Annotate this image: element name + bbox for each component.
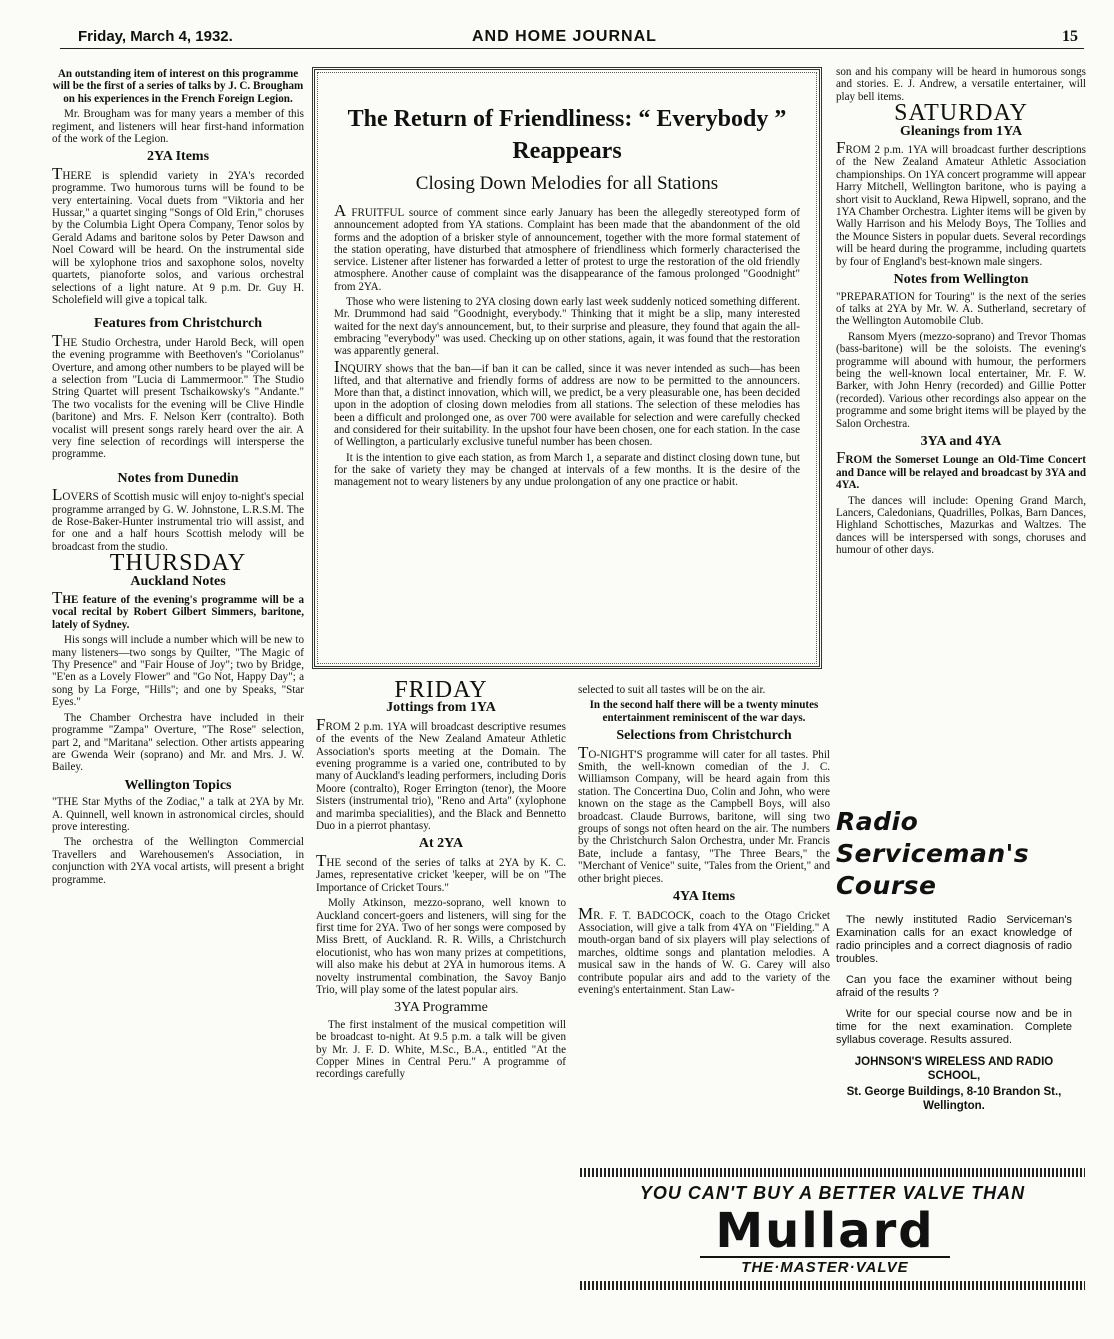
heading-christchurch: Features from Christchurch bbox=[94, 316, 262, 332]
article-auckland bbox=[52, 588, 304, 631]
feature-title: The Return of Friendliness: “ Everybody ” Reappears bbox=[347, 106, 787, 164]
column-2 bbox=[316, 677, 567, 1084]
article-auckland-3: The Chamber Orchestra have included in their programme "Zampa" Overture, "The Rose" selection, part 2, and "Maritana" selection. Other artists appearing are Gwenda Weir (soprano) and Mr. and Mrs. J. W. Bailey. bbox=[52, 711, 304, 774]
heading-wellington-topics: Wellington Topics bbox=[124, 777, 232, 793]
drop-cap: M bbox=[578, 903, 594, 923]
article-continued: selected to suit all tastes will be on the air. bbox=[578, 684, 766, 696]
article-bold-note: In the second half there will be a twenty minutes entertainment reminiscent of the war days. bbox=[589, 699, 819, 724]
heading-at-2ya: At 2YA bbox=[418, 836, 464, 852]
ad-paragraph-1: The newly instituted Radio Serviceman's Examination calls for an exact knowledge of radio principles and a correct diagnosis of radio troubles. bbox=[836, 914, 1072, 965]
heading-auckland-notes: Auckland Notes bbox=[130, 573, 226, 589]
issue-date: Friday, March 4, 1932. bbox=[78, 28, 233, 45]
article-at-2ya bbox=[316, 850, 566, 894]
column-3 bbox=[578, 684, 830, 999]
ad-paragraph-2: Can you face the examiner without being afraid of the results ? bbox=[836, 974, 1072, 999]
article-text: HE feature of the evening's programme will be a vocal recital by Robert Gilbert Simmers, baritone, lately of Sydney. bbox=[52, 594, 304, 631]
drop-cap: T bbox=[52, 163, 63, 183]
drop-cap: T bbox=[316, 850, 327, 870]
heading-gleanings: Gleanings from 1YA bbox=[899, 123, 1023, 139]
article-text: ROM the Somerset Lounge an Old-Time Concert and Dance will be relayed and broadcast by 3YA and 4YA. bbox=[836, 454, 1086, 492]
article-2ya-items bbox=[52, 163, 304, 306]
article-at-2ya-2: Molly Atkinson, mezzo-soprano, well known to Auckland concert-goers and listeners, will sing for the first time for 2YA. Two of her songs were composed by Miss Brett, of Auckland. R. R. Wills, a Christchurch elocutionist, who has won many prizes at competitions, will also make his debut at 2YA in humorous items. A novelty instrumental combination, the Savoy Banjo Trio, will play some of the latest popular airs. bbox=[316, 897, 566, 996]
page-number: 15 bbox=[1062, 28, 1078, 45]
article-notes-wellington: "PREPARATION for Touring" is the next of the series of talks at 2YA by Mr. W. A. Sutherland, secretary of the Wellington Automobile Club. bbox=[836, 290, 1086, 328]
heading-saturday: SATURDAY bbox=[894, 100, 1028, 127]
drop-cap: A bbox=[334, 201, 347, 220]
article-text: OVERS of Scottish music will enjoy to-night's special programme arranged by G. W. Johnstone, L.R.S.M. The de Rose-Baker-Hunter instrumental trio will assist, and for one and a half hours Scottish melody will be broadcast from the studio. bbox=[52, 491, 304, 553]
mullard-slogan: YOU CAN'T BUY A BETTER VALVE THAN bbox=[639, 1183, 1026, 1203]
article-continued: son and his company will be heard in humorous songs and stories. E. J. Andrew, a versatile entertainer, will play bell items. bbox=[836, 66, 1086, 103]
drop-cap: T bbox=[578, 742, 589, 762]
article-text: HE Studio Orchestra, under Harold Beck, will open the evening programme with Beethoven's "Coriolanus" Overture, and among other numbers to be played will be a selection from "Lucia di Lammermoor." The Studio String Quartet will present Tschaikowsky's "Andante." The two vocalists for the evening will be Clive Hindle (baritone) and Mrs. F. Nelson Kerr (contralto). Both vocalist will present songs rarely heard over the air. A very fine selection of recordings will intersperse the programme. bbox=[52, 336, 304, 461]
column-4 bbox=[836, 66, 1086, 560]
article-text: HE second of the series of talks at 2YA by K. C. James, representative cricket 'keeper, will be on "The Importance of Cricket Tours." bbox=[316, 856, 566, 894]
feature-body bbox=[334, 201, 800, 489]
article-text: O-NIGHT'S programme will cater for all tastes. Phil Smith, the well-known comedian of the J. C. Williamson Company, will be heard again from this station. The Concertina Duo, Colin and John, who were known on the stage as the Campbell Boys, will also broadcast. Claude Burrows, baritone, will sing two groups of songs not often heard on the air. The numbers by the Christchurch Salon Orchestra, under Mr. Francis Bate, include a fantasy, "The Three Bears," the "Merchant of Venice" suite, "Tales from the Orient," and other bright pieces. bbox=[578, 748, 830, 885]
article-wellington: "THE Star Myths of the Zodiac," a talk at 2YA by Mr. A. Quinnell, well known in astronomical circles, should prove interesting. bbox=[52, 796, 304, 833]
heading-3ya-4ya: 3YA and 4YA bbox=[920, 433, 1002, 449]
mullard-tagline: THE·MASTER·VALVE bbox=[700, 1256, 950, 1276]
article-jottings bbox=[316, 714, 567, 833]
feature-subtitle: Closing Down Melodies for all Stations bbox=[415, 173, 719, 194]
heading-jottings: Jottings from 1YA bbox=[386, 700, 496, 716]
heading-3ya: 3YA Programme bbox=[394, 1000, 488, 1016]
heading-dunedin: Notes from Dunedin bbox=[117, 470, 239, 486]
mullard-logo: Mullard bbox=[715, 1203, 935, 1259]
drop-cap: I bbox=[334, 356, 340, 376]
article-3ya-4ya bbox=[836, 448, 1086, 492]
article-text: R. F. T. BADCOCK, coach to the Otago Cricket Association, will give a talk from 4YA on "Fielding." A mouth-organ band of six players will play selections of marches, oldtime songs and plantation melodies. A musical saw in the hands of W. G. Carey will also contribute popular airs and add to the variety of the evening's entertainment. Stan Law- bbox=[578, 909, 830, 996]
drop-cap: T bbox=[52, 588, 63, 608]
ad-school-address: St. George Buildings, 8-10 Brandon St., Wellington. bbox=[846, 1086, 1062, 1112]
article-3ya-4ya-2: The dances will include: Opening Grand March, Lancers, Caledonians, Quadrilles, Polkas, Barn Dances, Highland Schottisches, Mazurkas and Waltzes. The dances will be interspersed with songs, choruses and humour of other days. bbox=[836, 494, 1086, 557]
heading-2ya-items: 2YA Items bbox=[146, 149, 210, 165]
article-auckland-2: His songs will include a number which will be new to many listeners—two songs by Quilter, "The Magic of Thy Presence" and "Fair House of Joy"; two by Bridge, "E'en as a Lovely Flower" and "Go Not, Happy Day"; a song by La Forge, "Hills"; and one by Speaks, "Star Eyes." bbox=[52, 634, 304, 709]
feature-box bbox=[312, 67, 822, 669]
heading-notes-wellington: Notes from Wellington bbox=[893, 272, 1029, 288]
feature-paragraph-3 bbox=[334, 356, 800, 449]
ad-border-bottom bbox=[580, 1281, 1085, 1290]
article-dunedin bbox=[52, 485, 304, 553]
article-text: HERE is splendid variety in 2YA's recorded programme. Two humorous turns will be found to be very entertaining. Vocal duets from "Viktoria and her Hussar," a quartet singing "Songs of Old Erin," choruses by the Columbia Light Opera Company, Tenor solos by Gerald Adams and baritone solos by Peter Dawson and Noel Coward will be heard. On the instrumental side will be xylophone trios and saxophone solos, novelty quartets, pianoforte solos, and various orchestral selections of a light nature. At 9 p.m. Dr. Guy H. Scholefield will give a topical talk. bbox=[52, 169, 304, 306]
article-gleanings bbox=[836, 138, 1086, 268]
feature-paragraph-4: It is the intention to give each station, as from March 1, a separate and distinct closing down tune, but for the sake of variety they may be changed at intervals of a few months. It is the desire of the management not to weary listeners by any undue prolongation of any one practice or habit. bbox=[334, 451, 800, 489]
intro-paragraph: An outstanding item of interest on this programme will be the first of a series of talks by J. C. Brougham on his experiences in the French Foreign Legion. bbox=[52, 68, 304, 105]
article-christchurch bbox=[52, 330, 304, 461]
article-selections bbox=[578, 742, 830, 885]
article-text: NQUIRY shows that the ban—if ban it can be called, since it was never intended as such—has been lifted, and that alternative and friendly forms of address are now to be permitted to the announcers. More than that, a distinct innovation, which will, we predict, be a very pleasurable one, has been decided upon in the adoption of closing down melodies from all stations. The selection of these melodies has been a difficult and prolonged one, as over 700 were available for selection and were carefully checked and considered for their suitability. In the upshot four have been chosen, one for each station. In the case of Wellington, a particularly exclusive tuneful number has been chosen. bbox=[334, 362, 800, 449]
article-notes-wellington-2: Ransom Myers (mezzo-soprano) and Trevor Thomas (bass-baritone) will be the soloists. The evening's programme will abound with humour, the performers being the well-known local entertainer, Mr. F. W. Barker, with John Henry (recorded) and Gillie Potter (recorded). Various other recordings also appear on the programme and some bright items will be played by the Salon Orchestra. bbox=[836, 330, 1086, 430]
drop-cap: T bbox=[52, 330, 63, 350]
ad-title-line-3: Course bbox=[836, 871, 937, 900]
drop-cap: F bbox=[836, 138, 846, 158]
heading-thursday: THURSDAY bbox=[109, 550, 247, 577]
masthead: AND HOME JOURNAL bbox=[472, 28, 657, 45]
article-text: FRUITFUL source of comment since early January has been the allegedly stereotyped form of announcement adopted from YA stations. Complaint has been made that the abandonment of the old forms and the adoption of a brisker style of announcement, together with the more formal statement of the station operating, have disturbed that atmosphere of friendliness which formerly characterised the service. Listener after listener has forwarded a letter of protest to urge the restoration of the old friendly atmosphere. Another cause of complaint was the disappearance of the famous prolonged "Goodnight" from 2YA. bbox=[334, 207, 800, 293]
ad-title-line-1: Radio bbox=[836, 807, 919, 836]
course-advertisement bbox=[836, 806, 1072, 1121]
column-1 bbox=[52, 68, 304, 889]
ad-border-top bbox=[580, 1168, 1085, 1177]
article-4ya bbox=[578, 903, 830, 997]
article-3ya: The first instalment of the musical competition will be broadcast to-night. At 9.5 p.m. a talk will be given by Mr. J. F. D. White, M.Sc., B.A., entitled "At the Copper Mines in Central Peru." A programme of recordings carefully bbox=[316, 1018, 566, 1081]
article-text: ROM 2 p.m. 1YA will broadcast further descriptions of the New Zealand Amateur Athletic Association championships. On 1YA concert programme will appear Harry Mitchell, Wellington baritone, who is paying a short visit to Auckland, Rewa Hipwell, soprano, and the 1YA Chamber Orchestra. Lighter items will be given by Wally Harrison and his Melody Boys, The Tollies and the Mounce Sisters in popular duets. Several recordings will be heard during the programme, including quartets by four of England's best-known male singers. bbox=[836, 144, 1086, 268]
intro-paragraph-2: Mr. Brougham was for many years a member of this regiment, and listeners will hear first-hand information of the work of the Legion. bbox=[52, 108, 304, 146]
feature-paragraph-1 bbox=[334, 201, 800, 293]
ad-school-name: JOHNSON'S WIRELESS AND RADIO SCHOOL, bbox=[854, 1056, 1054, 1082]
heading-friday: FRIDAY bbox=[394, 677, 488, 703]
ad-title-line-2: Serviceman's bbox=[836, 839, 1030, 868]
heading-selections: Selections from Christchurch bbox=[616, 728, 792, 744]
drop-cap: F bbox=[836, 448, 846, 468]
heading-4ya: 4YA Items bbox=[672, 889, 736, 905]
article-text: ROM 2 p.m. 1YA will broadcast descriptive resumes of the events of the New Zealand Amateur Athletic Association's sports meeting at the Domain. The evening programme is a varied one, contributed to by many of Auckland's leading performers, including Doris Moore (contralto), Roger Errington (tenor), the Moore Sisters (instrumental trio), "Reno and Arta" (xylophone and marimba specialities), and the Black and Bennetto Duo in a pierrot phantasy. bbox=[316, 720, 567, 833]
page-header bbox=[60, 26, 1084, 49]
feature-paragraph-2: Those who were listening to 2YA closing down early last week suddenly noticed something different. Mr. Drummond had said "Goodnight, everybody." Thinking that it might be a slip, many interested waited for the next day's announcement, but, to their surprise and pleasure, they found that again the all-embracing "everybody" was used. Checking up on other stations, again, it was found that the restoration was apparently general. bbox=[334, 296, 800, 358]
ad-paragraph-3: Write for our special course now and be in time for the next examination. Complete syllabus coverage. Results assured. bbox=[836, 1008, 1072, 1046]
drop-cap: L bbox=[52, 485, 63, 505]
drop-cap: F bbox=[316, 714, 326, 734]
article-wellington-2: The orchestra of the Wellington Commercial Travellers and Warehousemen's Association, in conjunction with 2YA vocal artists, will present a bright programme. bbox=[52, 836, 304, 886]
